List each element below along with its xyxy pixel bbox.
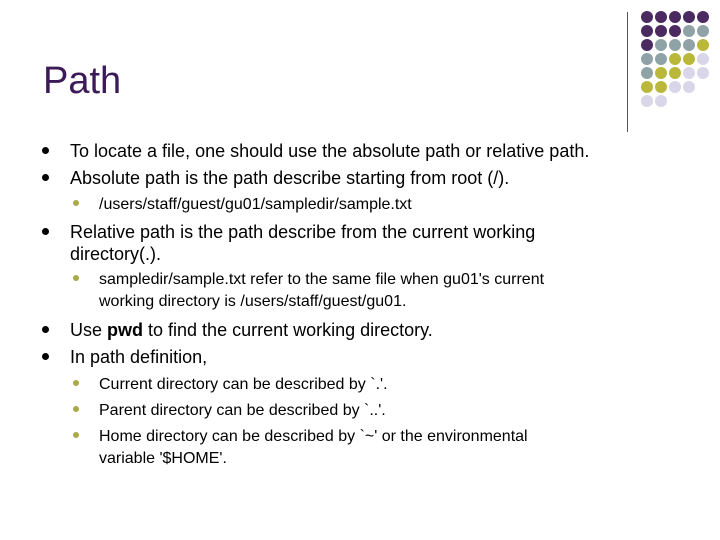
dot: [641, 39, 653, 51]
bullet-item: To locate a file, one should use the absolute path or relative path.: [70, 141, 590, 161]
bullet-item: Relative path is the path describe from the current working: [70, 222, 536, 242]
divider-line: [627, 12, 628, 132]
dot: [669, 39, 681, 51]
dot: [655, 67, 667, 79]
bullet-item-pwd: [70, 319, 690, 341]
sub-bullet-item-continuation: working directory is /users/staff/guest/gu01.: [99, 293, 407, 310]
dot: [655, 11, 667, 23]
bullet-dot: [42, 228, 49, 235]
dot: [683, 11, 695, 23]
sub-bullet-item: /users/staff/guest/gu01/sampledir/sample.txt: [99, 196, 412, 213]
dot: [683, 81, 695, 93]
dot: [697, 11, 709, 23]
pwd-command: pwd: [107, 320, 144, 340]
sub-bullet-item: Home directory can be described by `~' or the environmental: [99, 428, 528, 445]
bullet-item-continuation: directory(.).: [70, 244, 162, 264]
slide-title: Path: [43, 60, 122, 102]
dot: [683, 53, 695, 65]
dot: [655, 81, 667, 93]
sub-bullet-item-continuation: variable '$HOME'.: [99, 450, 227, 467]
sub-bullet-item: Parent directory can be described by `..'.: [99, 402, 386, 419]
dot: [683, 25, 695, 37]
bullet-item: In path definition,: [70, 347, 208, 367]
bullet-item: Absolute path is the path describe starting from root (/).: [70, 168, 510, 188]
dot: [655, 25, 667, 37]
sub-bullet-item: Current directory can be described by `.'.: [99, 376, 388, 393]
dot: [641, 95, 653, 107]
bullet-dot: [42, 326, 49, 333]
dot: [655, 39, 667, 51]
sub-bullet-dot: [73, 406, 79, 412]
bullet-text: Use: [70, 320, 108, 340]
bullet-text: to find the current working directory.: [143, 320, 433, 340]
sub-bullet-dot: [73, 432, 79, 438]
dot: [669, 11, 681, 23]
dot: [697, 39, 709, 51]
sub-bullet-dot: [73, 380, 79, 386]
dot: [669, 25, 681, 37]
dot: [641, 53, 653, 65]
bullet-dot: [42, 174, 49, 181]
dot: [655, 95, 667, 107]
dot: [669, 67, 681, 79]
dot: [641, 81, 653, 93]
dot: [669, 53, 681, 65]
dot: [655, 53, 667, 65]
dot: [669, 81, 681, 93]
dot: [683, 39, 695, 51]
sub-bullet-dot: [73, 275, 79, 281]
bullet-dot: [42, 147, 49, 154]
dot: [641, 67, 653, 79]
sub-bullet-dot: [73, 200, 79, 206]
bullet-dot: [42, 353, 49, 360]
dot: [697, 25, 709, 37]
dot: [683, 67, 695, 79]
dot: [697, 53, 709, 65]
dot: [697, 67, 709, 79]
dot: [641, 11, 653, 23]
sub-bullet-item: sampledir/sample.txt refer to the same file when gu01's current: [99, 271, 545, 288]
dot: [641, 25, 653, 37]
